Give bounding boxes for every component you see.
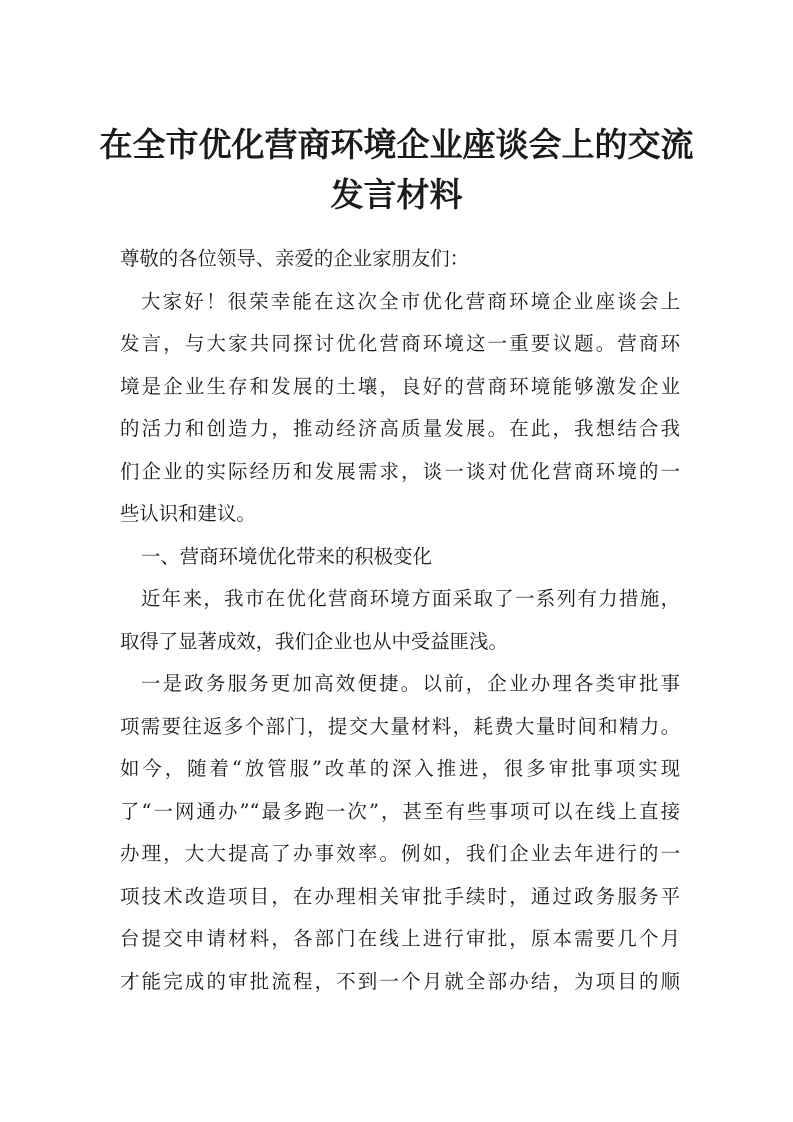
paragraph-line: 发言，与大家共同探讨优化营商环境这一重要议题。营商环 [120,332,680,355]
paragraph-line: 项技术改造项目，在办理相关审批手续时，通过政务服务平 [120,884,680,908]
paragraph-line: 项需要往返多个部门，提交大量材料，耗费大量时间和精力。 [120,714,680,738]
paragraph-line: 境是企业生存和发展的土壤，良好的营商环境能够激发企业 [120,374,680,398]
document-title-line-1: 在全市优化营商环境企业座谈会上的交流 [99,125,694,164]
paragraph-line: 取得了显著成效，我们企业也从中受益匪浅。 [120,629,508,653]
paragraph-line: 们企业的实际经历和发展需求，谈一谈对优化营商环境的一 [120,459,680,483]
document-title-line-2: 发言材料 [330,175,463,214]
paragraph-line: 些认识和建议。 [120,502,256,525]
paragraph-line: 台提交申请材料，各部门在线上进行审批，原本需要几个月 [120,927,680,950]
paragraph-line: 一是政务服务更加高效便捷。以前，企业办理各类审批事 [141,672,680,695]
paragraph-line: 大家好！很荣幸能在这次全市优化营商环境企业座谈会上 [141,289,680,313]
salutation-line: 尊敬的各位领导、亲爱的企业家朋友们： [120,247,470,270]
paragraph-line: 近年来，我市在优化营商环境方面采取了一系列有力措施， [141,587,680,610]
paragraph-line: 办理，大大提高了办事效率。例如，我们企业去年进行的一 [120,842,680,865]
paragraph-line: 的活力和创造力，推动经济高质量发展。在此，我想结合我 [120,417,680,440]
paragraph-line: 如今，随着“放管服”改革的深入推进，很多审批事项实现 [120,757,680,780]
document-body [120,238,680,1003]
section-heading: 一、营商环境优化带来的积极变化 [141,544,432,568]
paragraph-line: 才能完成的审批流程，不到一个月就全部办结，为项目的顺 [120,969,680,993]
paragraph-line: 了“一网通办”“最多跑一次”，甚至有些事项可以在线上直接 [120,799,680,823]
